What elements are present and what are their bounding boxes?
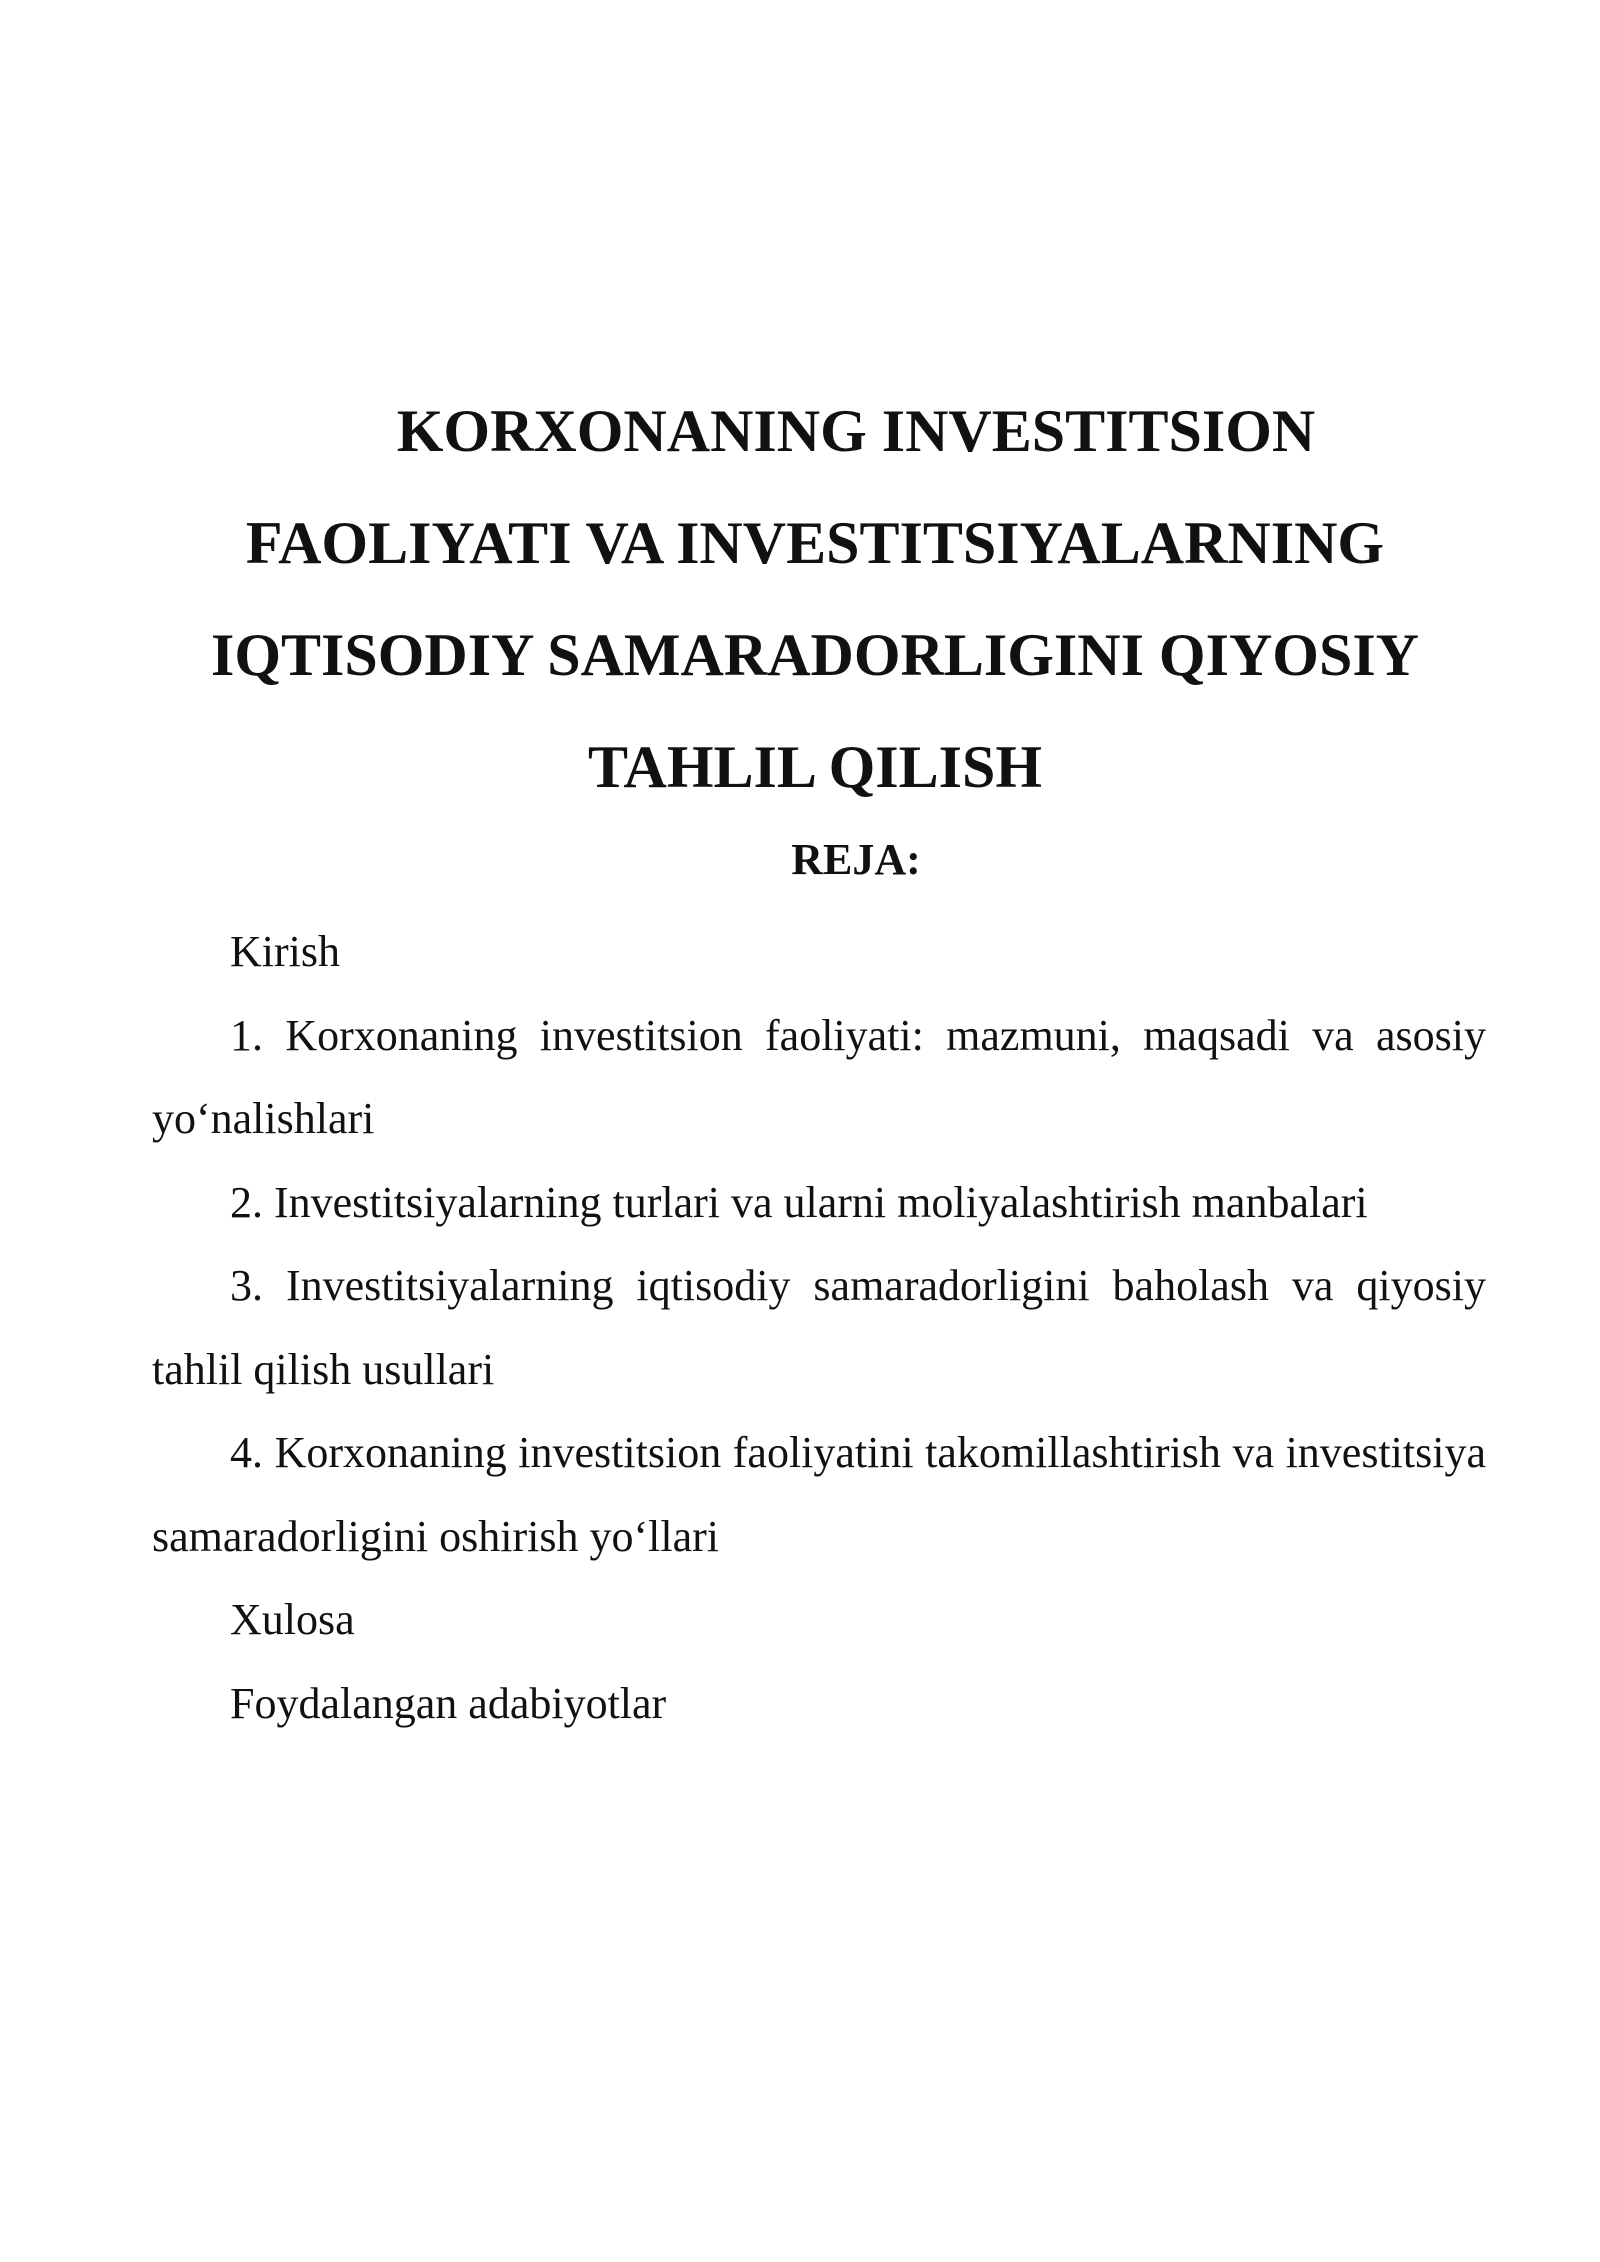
- plan-list: [152, 910, 1486, 1745]
- plan-item-3: 3. Investitsiyalarning iqtisodiy samaradorligini baholash va qiyosiy tahlil qilish usullari: [152, 1261, 1486, 1394]
- plan-item-2: 2. Investitsiyalarning turlari va ularni moliyalashtirish manbalari: [230, 1177, 1368, 1227]
- document-title: [150, 375, 1480, 823]
- title-line: IQTISODIY SAMARADORLIGINI QIYOSIY: [211, 622, 1419, 688]
- plan-item-1: 1. Korxonaning investitsion faoliyati: mazmuni, maqsadi va asosiy yo‘nalishlari: [152, 1010, 1486, 1143]
- plan-heading: REJA:: [791, 835, 921, 884]
- plan-item-conclusion: Xulosa: [230, 1595, 355, 1644]
- title-line: TAHLIL QILISH: [587, 734, 1043, 800]
- plan-item-4: 4. Korxonaning investitsion faoliyatini takomillashtirish va investitsiya samaradorligini oshirish yo‘llari: [152, 1428, 1486, 1561]
- plan-item-introduction: Kirish: [230, 927, 340, 976]
- plan-item-references: Foydalangan adabiyotlar: [230, 1678, 667, 1728]
- title-line: FAOLIYATI VA INVESTITSIYALARNING: [245, 510, 1385, 576]
- title-line: KORXONANING INVESTITSION: [396, 398, 1316, 464]
